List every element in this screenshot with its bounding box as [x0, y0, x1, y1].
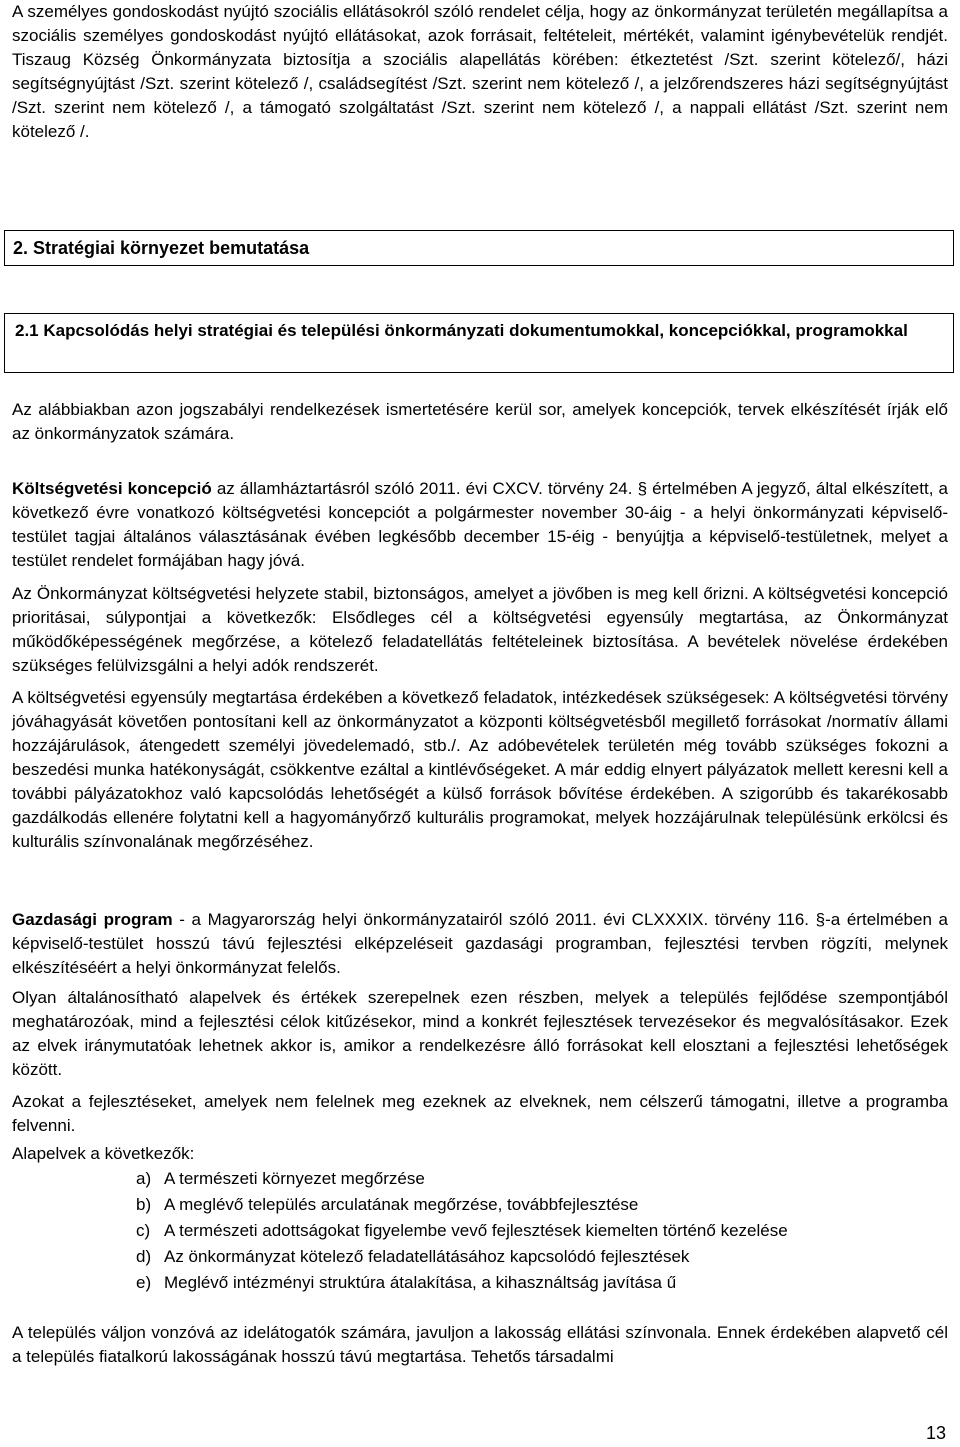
economic-program-text: - a Magyarország helyi önkormányzatairól szóló 2011. évi CLXXXIX. törvény 116. §-a értelmében a képviselő-testület hosszú távú fejlesztési elképzeléseit gazdasági programban, fejlesztési tervben rögzíti, melynek elkészítéséért a helyi önkormányzat felelős. — [12, 910, 948, 977]
budget-concept-label: Költségvetési koncepció — [12, 479, 212, 498]
list-item — [136, 1218, 788, 1244]
list-marker: c) — [136, 1221, 151, 1240]
budget-balance-paragraph: A költségvetési egyensúly megtartása érdekében a következő feladatok, intézkedések szükségesek: A költségvetési törvény jóváhagyását követően pontosítani kell az önkormányzatot a központi költségvetésből megillető forrásokat /normatív állami hozzájárulások, átengedett személyi jövedelemadó, stb./. Az adóbevételek területén még tovább szükséges fokozni a beszedési munka hatékonyságát, csökkentve ezáltal a kintlévőségeket. A már eddig elnyert pályázatok mellett keresni kell a további pályázatokhoz való kapcsolódás lehetőségét a külső források bővítése érdekében. A szigorúbb és takarékosabb gazdálkodás ellenére folytatni kell a hagyományőrző kulturális programokat, melyek hozzájárulnak településünk erkölcsi és kulturális színvonalának megőrzéséhez. — [12, 688, 948, 851]
section-heading: 2. Stratégiai környezet bemutatása — [4, 230, 954, 266]
budget-situation-paragraph: Az Önkormányzat költségvetési helyzete stabil, biztonságos, amelyet a jövőben is meg kell őrizni. A költségvetési koncepció prioritásai, súlypontjai a következők: Elsődleges cél a költségvetési egyensúly megtartása, az Önkormányzat működőképességének megőrzése, a kötelező feladatellátás feltételeinek biztosítása. A bevételek növelése érdekében szükséges felülvizsgálni a helyi adók rendszerét. — [12, 584, 948, 675]
list-marker: d) — [136, 1247, 152, 1266]
list-item-text: A meglévő település arculatának megőrzése, továbbfejlesztése — [164, 1195, 639, 1214]
subsection-intro-paragraph: Az alábbiakban azon jogszabályi rendelkezések ismertetésére kerül sor, amelyek koncepciók, tervek elkészítését írják elő az önkormányzatok számára. — [12, 400, 948, 443]
economic-program-label: Gazdasági program — [12, 910, 173, 929]
list-item — [136, 1166, 788, 1192]
list-item-text: Meglévő intézményi struktúra átalakítása, a kihasználtság javítása ű — [164, 1273, 677, 1292]
list-item — [136, 1192, 788, 1218]
list-item-text: A természeti környezet megőrzése — [164, 1169, 425, 1188]
intro-paragraph: A személyes gondoskodást nyújtó szociális ellátásokról szóló rendelet célja, hogy az önkormányzat területén megállapítsa a szociális személyes gondoskodást nyújtó ellátásokat, azok forrásait, feltételeit, mértékét, valamint igénybevételük rendjét. Tiszaug Község Önkormányzata biztosítja a szociális alapellátás körében: étkeztetést /Szt. szerint kötelező/, házi segítségnyújtást /Szt. szerint kötelező /, családsegítést /Szt. szerint nem kötelező /, a jelzőrendszeres házi segítségnyújtást /Szt. szerint nem kötelező /, a támogató szolgáltatást /Szt. szerint nem kötelező /, a nappali ellátást /Szt. szerint nem kötelező /. — [12, 2, 948, 141]
closing-paragraph: A település váljon vonzóvá az idelátogatók számára, javuljon a lakosság ellátási színvonala. Ennek érdekében alapvető cél a település fiatalkorú lakosságának hosszú távú megtartása. Tehetős társadalmi — [12, 1323, 948, 1366]
economic-program-paragraph — [12, 908, 948, 980]
subsection-heading: 2.1 Kapcsolódás helyi stratégiai és települési önkormányzati dokumentumokkal, koncepciókkal, programokkal — [4, 313, 954, 373]
principles-description-paragraph: Olyan általánosítható alapelvek és értékek szerepelnek ezen részben, melyek a település fejlődése szempontjából meghatározóak, mind a fejlesztési célok kitűzésekor, mind a konkrét fejlesztések tervezésekor és megvalósításakor. Ezek az elvek iránymutatóak lehetnek akkor is, amikor a rendelkezésre álló forrásokat kell elosztani a fejlesztési lehetőségek között. — [12, 988, 948, 1079]
principles-label: Alapelvek a következők: — [12, 1144, 195, 1163]
list-item-text: A természeti adottságokat figyelembe vevő fejlesztések kiemelten történő kezelése — [164, 1221, 788, 1240]
principles-list — [136, 1166, 788, 1296]
budget-concept-paragraph — [12, 477, 948, 573]
page-number: 13 — [925, 1423, 946, 1443]
list-item — [136, 1244, 788, 1270]
list-marker: b) — [136, 1195, 152, 1214]
list-item-text: Az önkormányzat kötelező feladatellátásához kapcsolódó fejlesztések — [164, 1247, 690, 1266]
budget-concept-text: az államháztartásról szóló 2011. évi CXCV. törvény 24. § értelmében A jegyző, által elkészített, a következő évre vonatkozó költségvetési koncepciót a polgármester november 30-áig - a helyi önkormányzati képviselő-testület tagjai általános választásának évében legkésőbb december 15-éig - benyújtja a képviselő-testületnek, melyet a testület rendelet formájában hagy jóvá. — [12, 479, 948, 570]
list-marker: e) — [136, 1273, 152, 1292]
list-item — [136, 1270, 788, 1296]
list-marker: a) — [136, 1169, 152, 1188]
developments-paragraph: Azokat a fejlesztéseket, amelyek nem felelnek meg ezeknek az elveknek, nem célszerű támogatni, illetve a programba felvenni. — [12, 1092, 948, 1135]
